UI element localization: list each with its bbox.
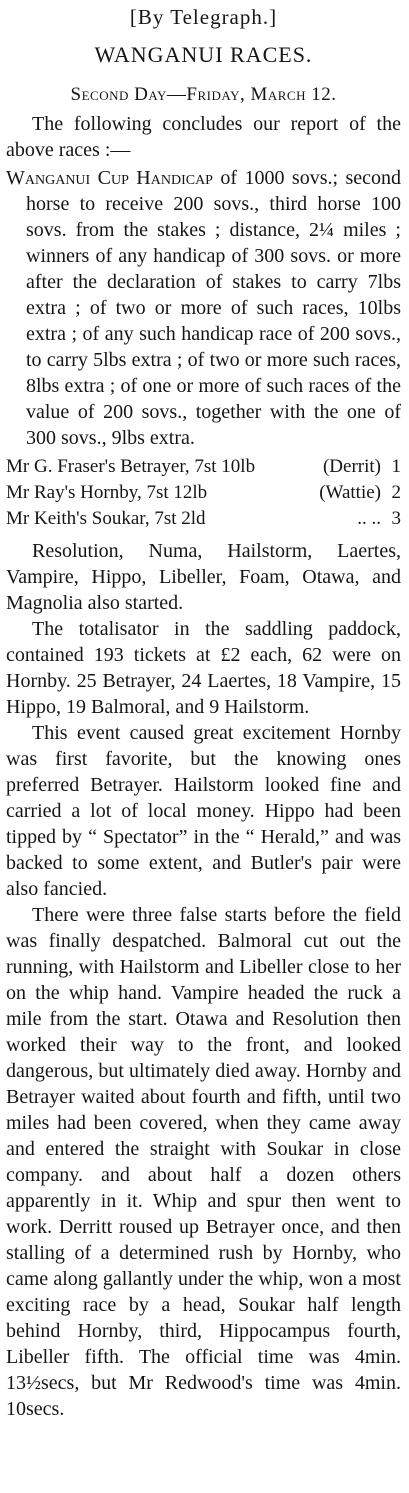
intro-paragraph: The following concludes our report of the above races :— <box>6 113 401 161</box>
race-description-paragraph: There were three false starts before the field was finally despatched. Balmoral cut out the running, with Hailstorm and Libeller close to her on the whip hand. Vampire headed the ruck a mile from the start. Otawa and Resolution then worked their way to the front, and looked dangerous, but ultimately died away. Hornby and Betrayer waited about fourth and fifth, until two miles had been covered, when they came away and entered the straight with Soukar in close company. and about half a dozen others apparently in it. Whip and spur then went to work. Derritt roused up Betrayer once, and then stalling of a determined rush by Hornby, who came along gallantly under the whip, won a most exciting race by a head, Soukar half length behind Hornby, third, Hippocampus fourth, Libeller fifth. The official time was 4min. 13½secs, but Mr Redwood's time was 4min. 10secs. <box>6 904 401 1420</box>
result-row <box>6 480 401 506</box>
result-jockey: .. .. <box>357 508 381 529</box>
result-place: 1 <box>391 456 401 477</box>
result-jockey: (Derrit) <box>322 456 381 477</box>
totalisator-paragraph: The totalisator in the saddling paddock, contained 193 tickets at £2 each, 62 were on Hornby. 25 Betrayer, 24 Laertes, 18 Vampire, 15 Hippo, 19 Balmoral, and 9 Hailstorm. <box>6 618 401 718</box>
race-conditions <box>6 165 401 451</box>
result-horse: Mr G. Fraser's Betrayer, 7st 10lb <box>6 456 256 477</box>
race-day-subtitle: Second Day—Friday, March 12. <box>70 84 337 105</box>
result-horse: Mr Keith's Soukar, 7st 2ld <box>6 508 206 529</box>
results-list <box>6 454 401 532</box>
result-jockey: (Wattie) <box>319 482 381 503</box>
betting-paragraph: This event caused great excitement Hornby was first favorite, but the knowing ones preferred Betrayer. Hailstorm looked fine and carried a lot of local money. Hippo had been tipped by “ Spectator” in the “ Herald,” and was backed to some extent, and Butler's pair were also fancied. <box>6 722 401 900</box>
article-title: WANGANUI RACES. <box>94 42 313 67</box>
result-row <box>6 506 401 532</box>
result-horse: Mr Ray's Hornby, 7st 12lb <box>6 482 208 503</box>
result-place: 3 <box>391 508 401 529</box>
starters-paragraph: Resolution, Numa, Hailstorm, Laertes, Vampire, Hippo, Libeller, Foam, Otawa, and Magnolia also started. <box>6 540 401 614</box>
byline: [By Telegraph.] <box>129 5 278 29</box>
race-conditions-text: of 1000 sovs.; second horse to receive 200 sovs., third horse 100 sovs. from the stakes ; distance, 2¼ miles ; winners of any handicap of 300 sovs. or more after the declaration of stakes to carry 7lbs extra ; of two or more of such races, 10lbs extra ; of any such handicap race of 200 sovs., to carry 5lbs extra ; of two or more such races, 8lbs extra ; of one or more of such races of the value of 200 sovs., together with the one of 300 sovs., 9lbs extra. <box>26 167 401 449</box>
race-name: Wanganui Cup Handicap <box>6 167 213 189</box>
result-place: 2 <box>391 482 401 503</box>
result-row <box>6 454 401 480</box>
